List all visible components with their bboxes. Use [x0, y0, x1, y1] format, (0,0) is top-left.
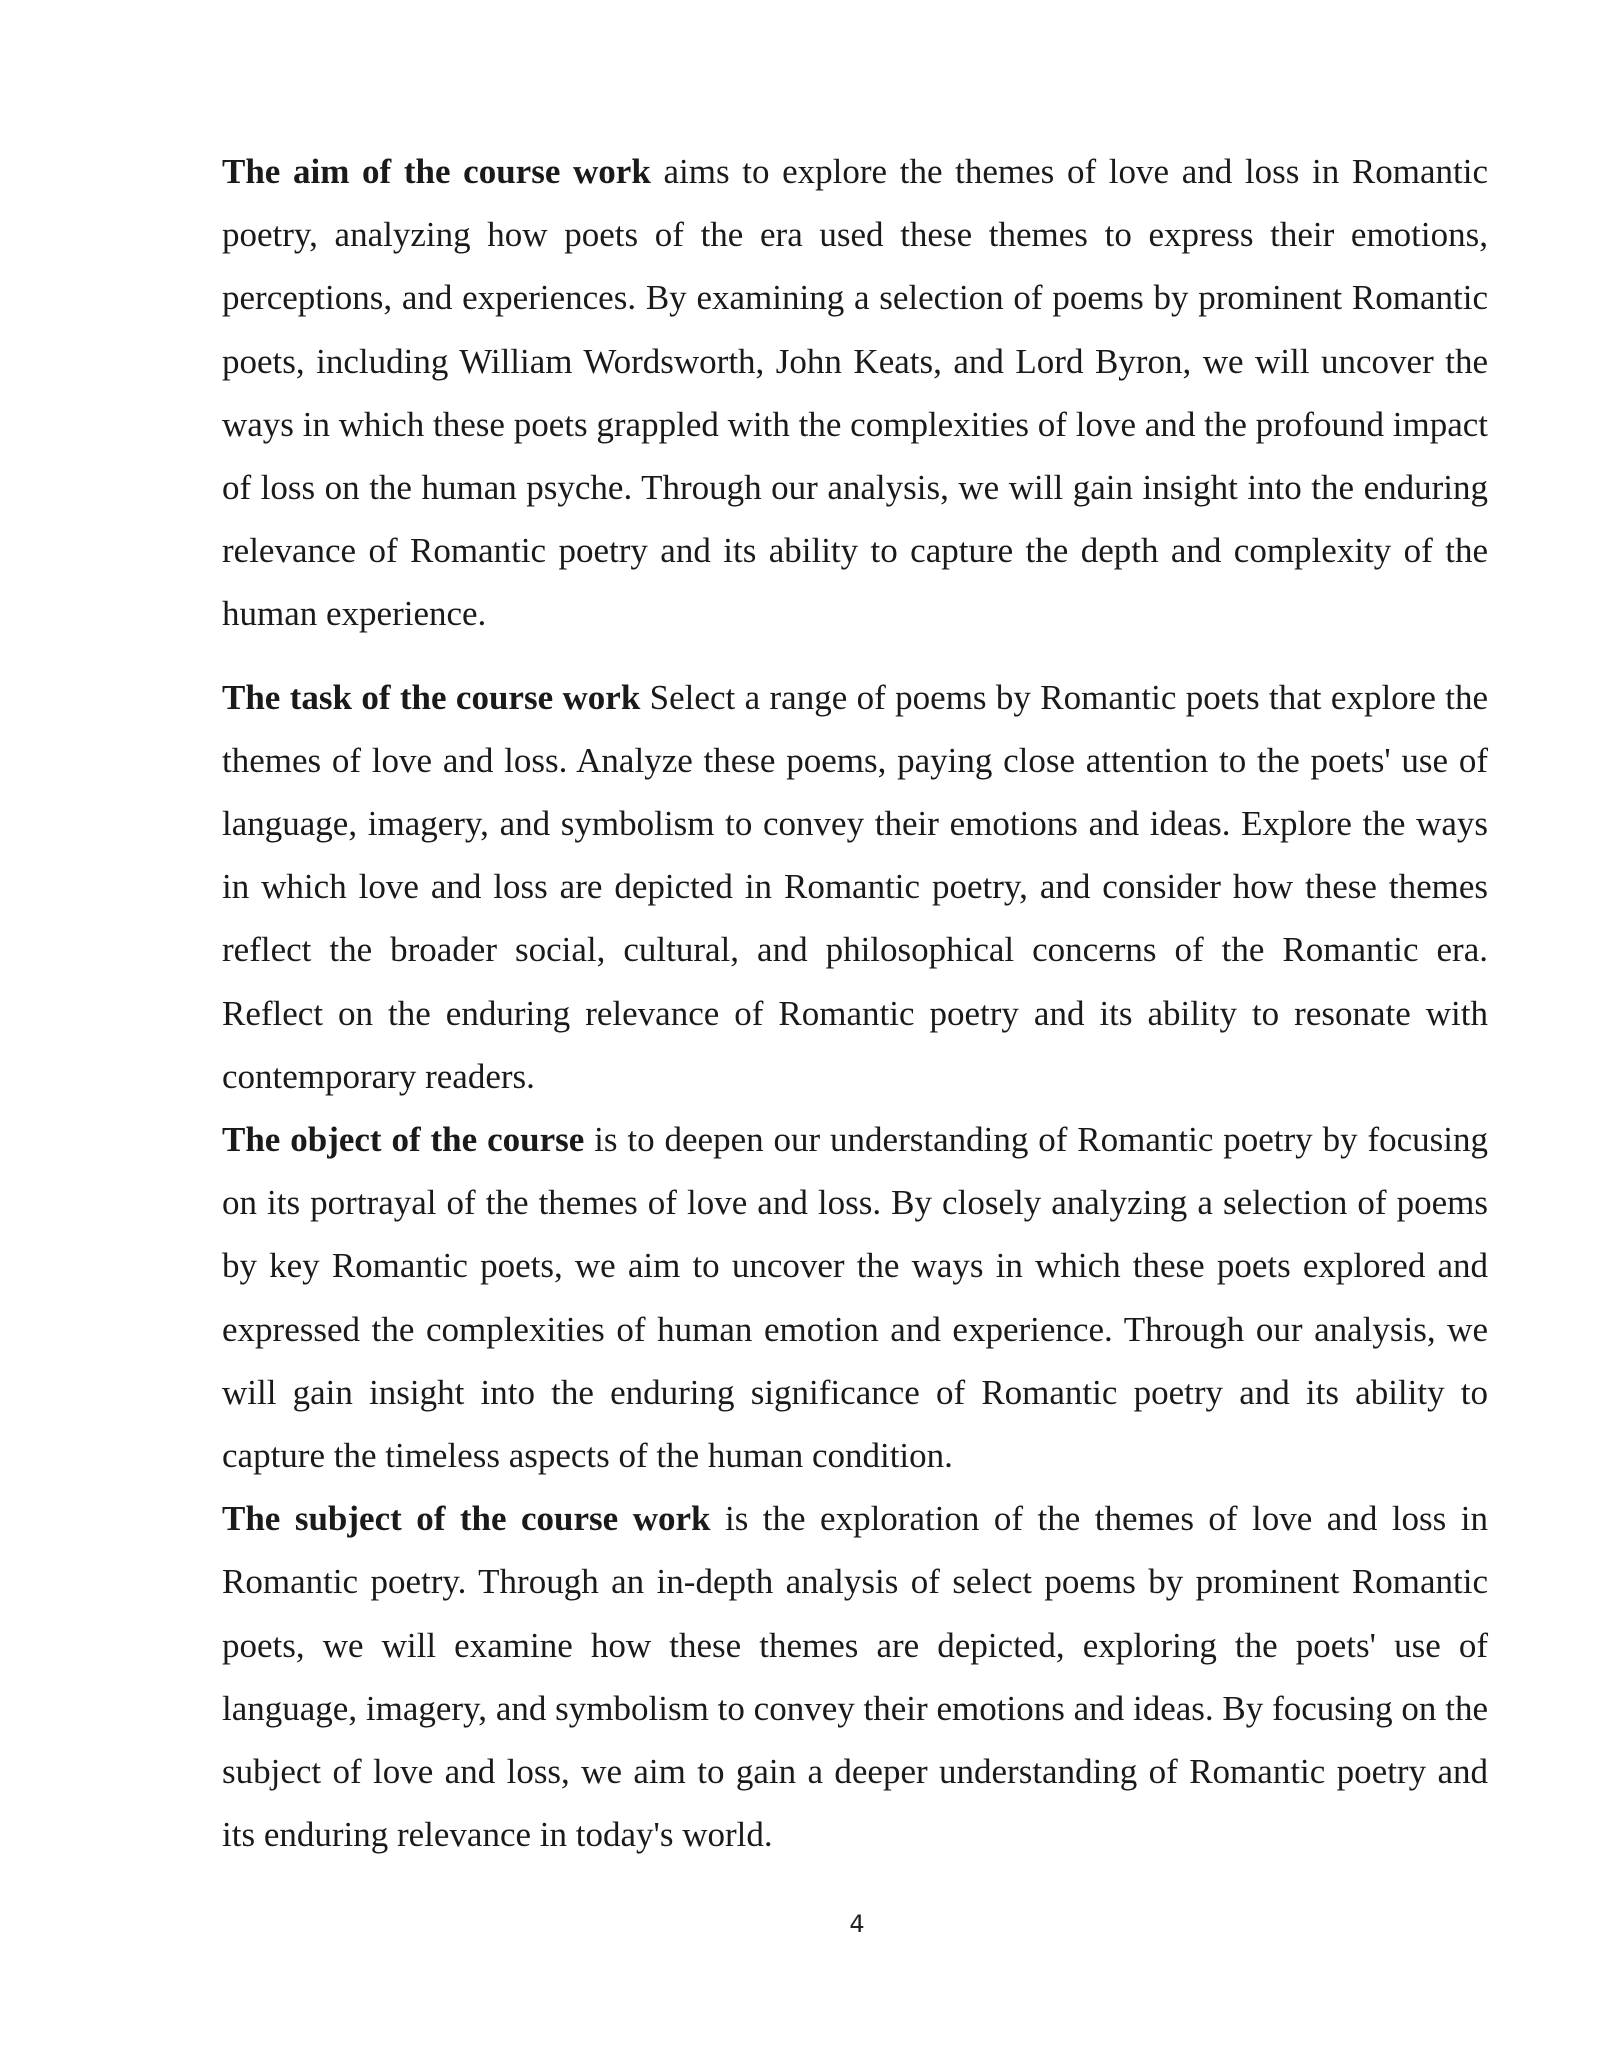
paragraph-lead-subject: The subject of the course work: [222, 1499, 711, 1539]
paragraph-text-subject: is the exploration of the themes of love and loss in Romantic poetry. Through an in-depth analysis of select poems by prominent Romantic poets, we will examine how these themes are depicted, exploring the poets' use of language, imagery, and symbolism to convey their emotions and ideas. By focusing on the subject of love and loss, we aim to gain a deeper understanding of Romantic poetry and its enduring relevance in today's world.: [222, 1499, 1488, 1855]
paragraph-lead-task: The task of the course work: [222, 677, 641, 717]
paragraph-aim: [222, 140, 1488, 646]
paragraph-subject: [222, 1487, 1488, 1866]
paragraph-text-aim: aims to explore the themes of love and loss in Romantic poetry, analyzing how poets of the era used these themes to express their emotions, perceptions, and experiences. By examining a selection of poems by prominent Romantic poets, including William Wordsworth, John Keats, and Lord Byron, we will uncover the ways in which these poets grappled with the complexities of love and the profound impact of loss on the human psyche. Through our analysis, we will gain insight into the enduring relevance of Romantic poetry and its ability to capture the depth and complexity of the human experience.: [222, 152, 1488, 634]
body-text: [222, 140, 1488, 1866]
paragraph-text-object: is to deepen our understanding of Romantic poetry by focusing on its portrayal of the themes of love and loss. By closely analyzing a selection of poems by key Romantic poets, we aim to uncover the ways in which these poets explored and expressed the complexities of human emotion and experience. Through our analysis, we will gain insight into the enduring significance of Romantic poetry and its ability to capture the timeless aspects of the human condition.: [222, 1120, 1488, 1476]
paragraph-task: [222, 666, 1488, 1108]
page-number: 4: [849, 1910, 865, 1938]
paragraph-object: [222, 1108, 1488, 1487]
paragraph-lead-aim: The aim of the course work: [222, 152, 651, 191]
paragraph-text-task: Select a range of poems by Romantic poets that explore the themes of love and loss. Analyze these poems, paying close attention to the poets' use of language, imagery, and symbolism to convey their emotions and ideas. Explore the ways in which love and loss are depicted in Romantic poetry, and consider how these themes reflect the broader social, cultural, and philosophical concerns of the Romantic era. Reflect on the enduring relevance of Romantic poetry and its ability to resonate with contemporary readers.: [222, 677, 1488, 1096]
paragraph-lead-object: The object of the course: [222, 1120, 585, 1160]
